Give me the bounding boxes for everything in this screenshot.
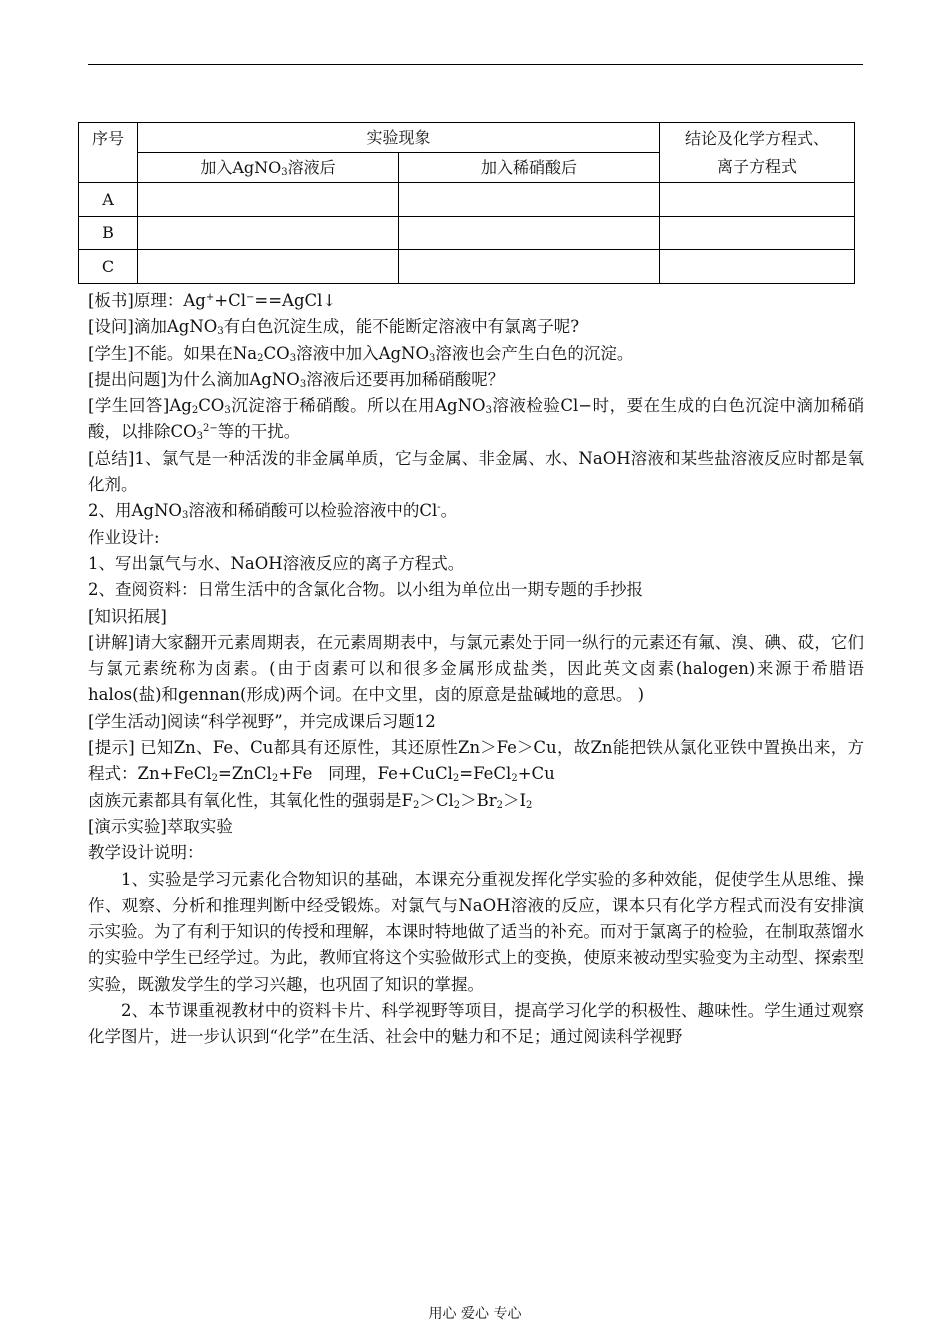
table-row — [79, 250, 855, 284]
line-student-answer: [学生回答]$Ag_2CO_3$沉淀溶于稀硝酸。所以在用AgNO$_3$溶液检验Cl−时，要在生成的白色沉淀中滴加稀硝酸，以排除$CO_3^{2-}$等的干扰。 — [88, 396, 864, 443]
table-cell — [138, 250, 399, 284]
header-conclusion-line2: 离子方程式 — [717, 156, 798, 176]
row-label: A — [79, 183, 138, 217]
line-design-notes-title: 教学设计说明： — [88, 843, 204, 863]
line-homework-title: 作业设计: — [88, 527, 160, 547]
table-cell — [138, 183, 399, 217]
header-rule — [88, 64, 863, 65]
line-raise-question: [提出问题]为什么滴加AgNO$_3$溶液后还要再加稀硝酸呢？ — [88, 369, 505, 390]
table-cell — [660, 250, 855, 284]
line-board-principle: [板书]原理：Ag++Cl−==AgCl↓ — [88, 291, 337, 310]
experiment-table — [78, 122, 855, 284]
line-knowledge-extension: [知识拓展] — [88, 606, 167, 626]
table-cell — [660, 217, 855, 250]
page-footer: 用心 爱心 专心 — [428, 1306, 522, 1322]
table-cell — [399, 183, 660, 217]
header-conclusion-line1: 结论及化学方程式、 — [685, 128, 830, 148]
line-demo-experiment: [演示实验]萃取实验 — [88, 816, 233, 836]
line-student: [学生]不能。如果在$Na_2CO_3$溶液中加入AgNO$_3$溶液也会产生白色的沉淀。 — [88, 343, 634, 364]
paragraph-design-1: 1、实验是学习元素化合物知识的基础，本课充分重视发挥化学实验的多种效能，促使学生从思维、操作、观察、分析和推理判断中经受锻炼。对氯气与NaOH溶液的反应，课本只有化学方程式而没有安排演示实验。为了有利于知识的传授和理解，本课时特地做了适当的补充。而对于氯离子的检验，在制取蒸馏水的实验中学生已经学过。为此，教师宜将这个实验做形式上的变换，使原来被动型实验变为主动型、探索型实验，既激发学生的学习兴趣，也巩固了知识的掌握。 — [88, 869, 864, 994]
line-homework-2: 2、查阅资料：日常生活中的含氯化合物。以小组为单位出一期专题的手抄报 — [88, 580, 643, 600]
table-cell — [399, 250, 660, 284]
header-phenomenon: 实验现象 — [138, 123, 660, 153]
header-index: 序号 — [79, 123, 138, 183]
line-question: [设问]滴加AgNO$_3$有白色沉淀生成，能不能断定溶液中有氯离子呢? — [88, 317, 580, 338]
body-text — [88, 288, 864, 1051]
header-after-hno3: 加入稀硝酸后 — [399, 153, 660, 183]
line-explanation: [讲解]请大家翻开元素周期表，在元素周期表中，与氯元素处于同一纵行的元素还有氟、溴、碘、砹，它们与氯元素统称为卤素。(由于卤素可以和很多金属形成盐类，因此英文卤素(halogen)来源于希腊语halos(盐)和gennan(形成)两个词。在中文里，卤的原意是盐碱地的意思。 ) — [88, 632, 864, 705]
table-cell — [660, 183, 855, 217]
table-row — [79, 217, 855, 250]
row-label: B — [79, 217, 138, 250]
line-halogen-oxidation: 卤族元素都具有氧化性，其氧化性的强弱是$F_2>Cl_2>Br_2>I_2$ — [88, 790, 533, 811]
line-summary-2: 2、用AgNO$_3$溶液和稀硝酸可以检验溶液中的Cl-。 — [88, 501, 458, 522]
table-row — [79, 183, 855, 217]
table-cell — [138, 217, 399, 250]
header-conclusion — [660, 123, 855, 183]
line-homework-1: 1、写出氯气与水、NaOH溶液反应的离子方程式。 — [88, 553, 465, 573]
paragraph-design-2: 2、本节课重视教材中的资料卡片、科学视野等项目，提高学习化学的积极性、趣味性。学生通过观察化学图片，进一步认识到“化学”在生活、社会中的魅力和不足；通过阅读科学视野 — [88, 1001, 864, 1047]
line-summary-1: [总结]1、氯气是一种活泼的非金属单质，它与金属、非金属、水、NaOH溶液和某些盐溶液反应时都是氧化剂。 — [88, 448, 864, 495]
line-hint: [提示] 已知Zn、Fe、Cu都具有还原性，其还原性Zn＞Fe＞Cu，故Zn能把铁从氯化亚铁中置换出来，方程式：Zn+FeCl$_2$=ZnCl$_2$+Fe 同理，Fe+CuCl$_2$=FeCl$_2$+Cu — [88, 738, 864, 785]
line-student-activity: [学生活动]阅读“科学视野”，并完成课后习题12 — [88, 711, 436, 731]
table-cell — [399, 217, 660, 250]
row-label: C — [79, 250, 138, 284]
header-after-agno3: 加入AgNO$_3$溶液后 — [138, 153, 399, 183]
